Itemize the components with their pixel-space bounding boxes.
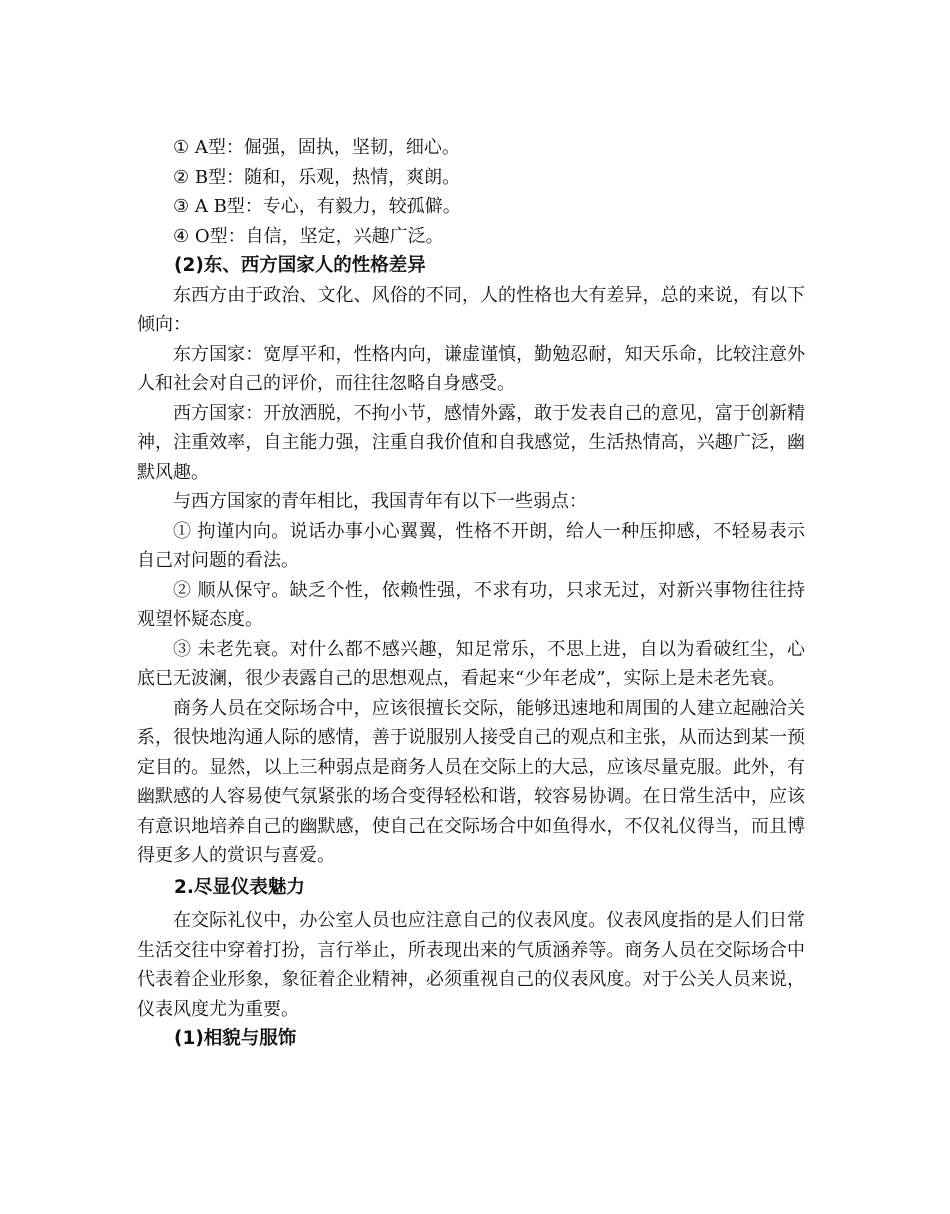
east-paragraph: 东方国家：宽厚平和，性格内向，谦虚谨慎，勤勉忍耐，知天乐命，比较注意外人和社会对自己的评价，而往往忽略自身感受。 (137, 343, 805, 394)
heading-looks-and-clothing: (1)相貌与服饰 (174, 1028, 297, 1049)
section-heading-appearance-charm: 2.尽显仪表魅力 (174, 876, 305, 898)
west-paragraph: 西方国家：开放洒脱，不拘小节，感情外露，敢于发表自己的意见，富于创新精神，注重效率，自主能力强，注重自我价值和自我感觉，生活热情高，兴趣广泛，幽默风趣。 (137, 402, 805, 483)
blood-type-a: ① A型：倔强，固执，坚韧，细心。 (173, 137, 460, 158)
blood-type-o: ④ O型：自信，坚定，兴趣广泛。 (173, 225, 444, 247)
weakness-1: ① 拘谨内向。说话办事小心翼翼，性格不开朗，给人一种压抑感，不轻易表示自己对问题的看法。 (137, 520, 805, 571)
appearance-paragraph: 在交际礼仪中，办公室人员也应注意自己的仪表风度。仪表风度指的是人们日常生活交往中穿着打扮，言行举止，所表现出来的气质涵养等。商务人员在交际场合中代表着企业形象，象征着企业精神，必须重视自己的仪表风度。对于公关人员来说，仪表风度尤为重要。 (137, 910, 805, 1020)
blood-type-ab: ③ A B型：专心，有毅力，较孤僻。 (173, 196, 461, 217)
compare-paragraph: 与西方国家的青年相比，我国青年有以下一些弱点： (173, 491, 587, 512)
weakness-3: ③ 未老先衰。对什么都不感兴趣，知足常乐，不思上进，自以为看破红尘，心底已无波澜，很少表露自己的思想观点，看起来“少年老成”，实际上是未老先衰。 (137, 638, 805, 689)
business-paragraph: 商务人员在交际场合中，应该很擅长交际，能够迅速地和周围的人建立起融洽关系，很快地沟通人际的感情，善于说服别人接受自己的观点和主张，从而达到某一预定目的。显然，以上三种弱点是商务人员在交际上的大忌，应该尽量克服。此外，有幽默感的人容易使气氛紧张的场合变得轻松和谐，较容易协调。在日常生活中，应该有意识地培养自己的幽默感，使自己在交际场合中如鱼得水，不仅礼仪得当，而且博得更多人的赏识与喜爱。 (137, 697, 805, 866)
heading-east-west-differences: (2)东、西方国家人的性格差异 (174, 255, 426, 276)
document-body (137, 133, 805, 1054)
blood-type-b: ② B型：随和，乐观，热情，爽朗。 (173, 166, 461, 188)
intro-paragraph: 东西方由于政治、文化、风俗的不同，人的性格也大有差异，总的来说，有以下倾向： (137, 284, 805, 335)
weakness-2: ② 顺从保守。缺乏个性，依赖性强，不求有功，只求无过，对新兴事物往往持观望怀疑态度。 (137, 579, 805, 630)
